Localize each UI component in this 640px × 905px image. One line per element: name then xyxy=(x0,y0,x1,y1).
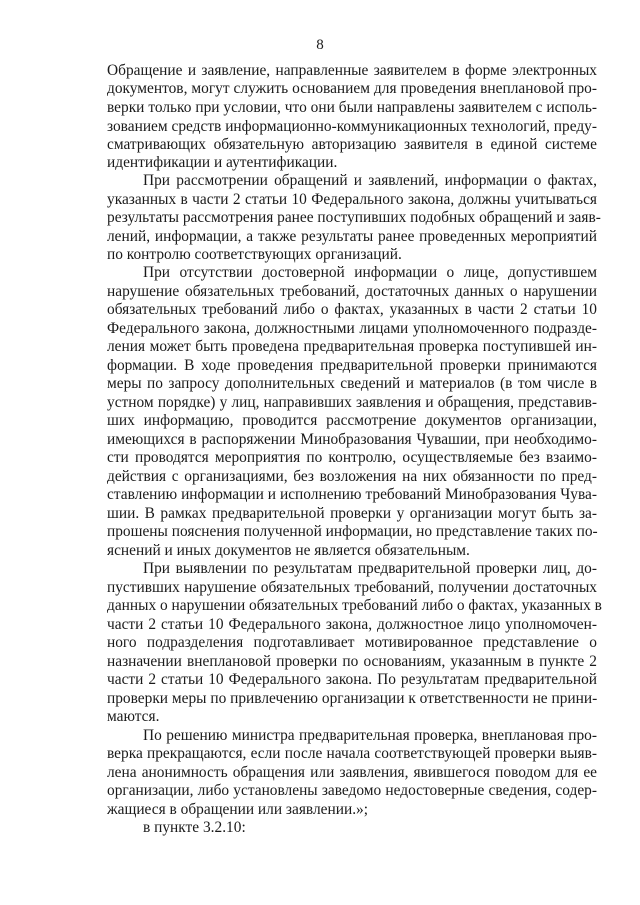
text-line: ления может быть проведена предварительная проверка поступившей ин- xyxy=(107,338,597,355)
text-line: проверки меры по привлечению организации к ответственности не прини- xyxy=(107,690,598,707)
text-line: Обращение и заявление, направленные заявителем в форме электронных xyxy=(107,62,597,79)
text-line: При рассмотрении обращений и заявлений, информации о фактах, xyxy=(143,172,597,189)
text-line: зованием средств информационно-коммуникационных технологий, преду- xyxy=(107,118,597,135)
text-line: При отсутствии достоверной информации о лице, допустившем xyxy=(143,264,597,281)
text-line: Федерального закона, должностными лицами уполномоченного подразде- xyxy=(107,320,597,337)
text-line: ного подразделения подготавливает мотивированное представление о xyxy=(107,634,597,651)
text-line: меры по запросу дополнительных сведений и материалов (в том числе в xyxy=(107,375,597,392)
text-line: яснений и иных документов не является обязательным. xyxy=(107,542,470,559)
text-line: нарушение обязательных требований, достаточных данных о нарушении xyxy=(107,283,597,300)
text-line: назначении внеплановой проверки по основаниям, указанным в пункте 2 xyxy=(107,653,597,670)
text-line: части 2 статьи 10 Федерального закона. По результатам предварительной xyxy=(107,671,597,688)
text-line: пустивших нарушение обязательных требований, получении достаточных xyxy=(107,579,597,596)
text-line: по контролю соответствующих организаций. xyxy=(107,246,402,263)
text-line: формации. В ходе проведения предварительной проверки принимаются xyxy=(107,357,597,374)
text-line: сти проводятся мероприятия по контролю, осуществляемые без взаимо- xyxy=(107,449,597,466)
text-line: прошены пояснения полученной информации, но представление таких по- xyxy=(107,523,598,540)
text-line: При выявлении по результатам предварительной проверки лиц, до- xyxy=(143,560,597,577)
text-line: действия с организациями, без возложения на них обязанности по пред- xyxy=(107,468,597,485)
text-line: идентификации и аутентификации. xyxy=(107,154,338,171)
text-line: сматривающих обязательную авторизацию заявителя в единой системе xyxy=(107,136,597,153)
text-line: результаты рассмотрения ранее поступивших подобных обращений и заяв- xyxy=(107,209,601,226)
text-line: обязательных требований либо о фактах, указанных в части 2 статьи 10 xyxy=(107,301,597,318)
page-number: 8 xyxy=(316,37,324,53)
text-line: маются. xyxy=(107,708,160,725)
text-line: жащиеся в обращении или заявлении.»; xyxy=(107,801,369,818)
text-line: лений, информации, а также результаты ранее проведенных мероприятий xyxy=(107,228,597,245)
text-line: ших информацию, проводится рассмотрение документов организации, xyxy=(107,412,597,429)
text-line: лена анонимность обращения или заявления, явившегося поводом для ее xyxy=(107,764,597,781)
text-line: ставлению информации и исполнению требований Минобразования Чува- xyxy=(107,486,597,503)
text-line: части 2 статьи 10 Федерального закона, должностное лицо уполномочен- xyxy=(107,616,597,633)
text-line: данных о нарушении обязательных требований либо о фактах, указанных в xyxy=(107,597,602,614)
text-line: По решению министра предварительная проверка, внеплановая про- xyxy=(143,727,597,744)
text-line: организации, либо установлены заведомо недостоверные сведения, содер- xyxy=(107,782,597,799)
text-line: в пункте 3.2.10: xyxy=(143,819,246,836)
text-line: документов, могут служить основанием для проведения внеплановой про- xyxy=(107,80,597,97)
text-line: имеющихся в распоряжении Минобразования Чувашии, при необходимо- xyxy=(107,431,597,448)
text-line: верки только при условии, что они были направлены заявителем с исполь- xyxy=(107,99,597,116)
text-line: верка прекращаются, если после начала соответствующей проверки выяв- xyxy=(107,745,597,762)
text-line: указанных в части 2 статьи 10 Федерального закона, должны учитываться xyxy=(107,191,597,208)
text-line: шии. В рамках предварительной проверки у организации могут быть за- xyxy=(107,505,597,522)
text-line: устном порядке) у лиц, направивших заявления и обращения, представив- xyxy=(107,394,597,411)
